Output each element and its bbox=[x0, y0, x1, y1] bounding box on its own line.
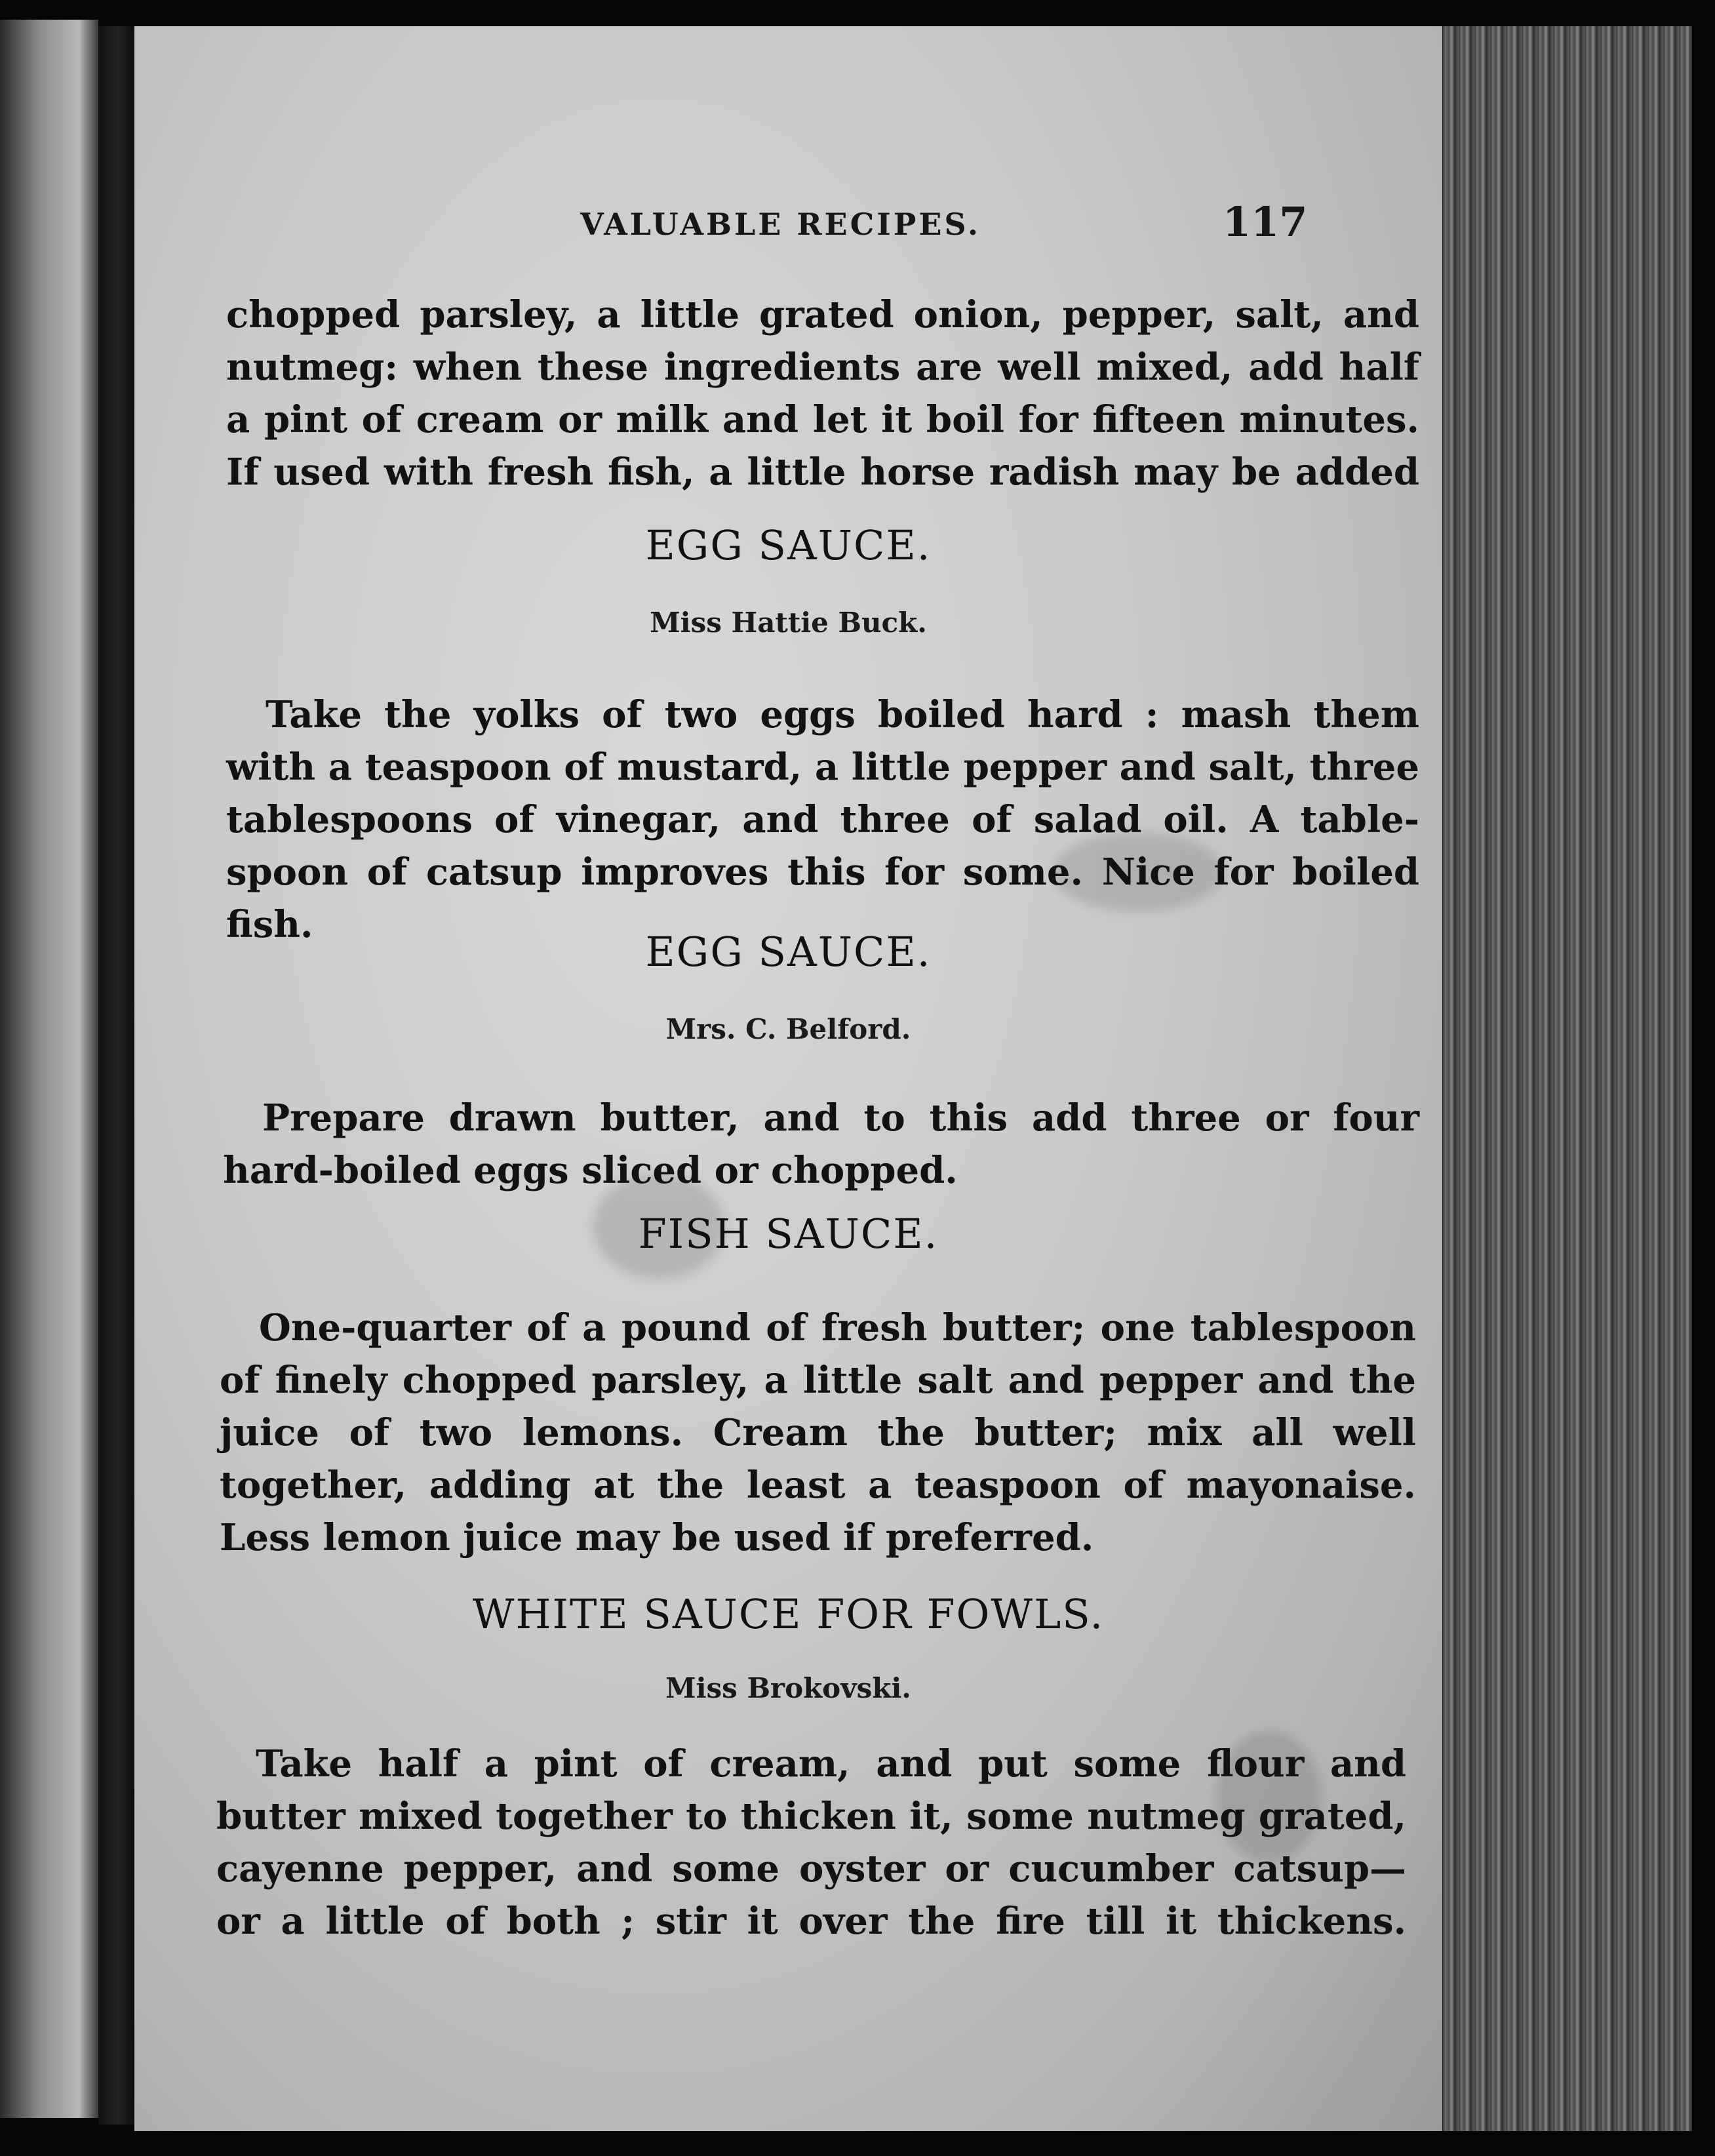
text-line: nutmeg: when these ingredients are well mixed, add half bbox=[226, 346, 1419, 389]
text-line: spoon of catsup improves this for some. Nice for boiled bbox=[226, 850, 1419, 894]
text-line: Take half a pint of cream, and put some flour and bbox=[256, 1742, 1406, 1786]
running-head: VALUABLE RECIPES. bbox=[580, 207, 981, 242]
recipe-author: Miss Hattie Buck. bbox=[650, 607, 927, 639]
book-gutter bbox=[98, 26, 138, 2125]
recipe-author: Mrs. C. Belford. bbox=[665, 1013, 911, 1045]
text-line: butter mixed together to thicken it, some nutmeg grated, bbox=[216, 1795, 1406, 1838]
text-line: together, adding at the least a teaspoon of mayonaise. bbox=[220, 1464, 1416, 1507]
left-page-edge bbox=[0, 20, 98, 2118]
text-line: Take the yolks of two eggs boiled hard : mash them bbox=[266, 693, 1419, 736]
text-line: a pint of cream or milk and let it boil for fifteen minutes. bbox=[226, 398, 1419, 441]
recipe-author: Miss Brokovski. bbox=[665, 1672, 911, 1704]
book-page bbox=[134, 26, 1442, 2131]
recipe-title: EGG SAUCE. bbox=[645, 521, 932, 569]
text-line: chopped parsley, a little grated onion, pepper, salt, and bbox=[226, 293, 1419, 336]
page-edges bbox=[1439, 26, 1692, 2131]
text-line: or a little of both ; stir it over the fire till it thickens. bbox=[216, 1900, 1406, 1943]
text-line: If used with fresh fish, a little horse radish may be added bbox=[226, 450, 1419, 494]
recipe-body bbox=[226, 689, 1419, 951]
recipe-body bbox=[216, 1738, 1406, 1947]
text-line: fish. bbox=[226, 903, 313, 946]
text-line: hard-boiled eggs sliced or chopped. bbox=[223, 1149, 958, 1192]
page-number: 117 bbox=[1223, 198, 1308, 246]
text-line: with a teaspoon of mustard, a little pepper and salt, three bbox=[226, 746, 1419, 789]
recipe-title: EGG SAUCE. bbox=[645, 928, 932, 976]
text-line: juice of two lemons. Cream the butter; mix all well bbox=[220, 1411, 1416, 1454]
recipe-body bbox=[223, 1092, 1419, 1197]
text-line: cayenne pepper, and some oyster or cucumber catsup— bbox=[216, 1847, 1406, 1890]
text-line: Less lemon juice may be used if preferred. bbox=[220, 1516, 1094, 1559]
text-line: One-quarter of a pound of fresh butter; one tablespoon bbox=[259, 1306, 1416, 1349]
recipe-title: FISH SAUCE. bbox=[638, 1210, 939, 1258]
recipe-title: WHITE SAUCE FOR FOWLS. bbox=[472, 1590, 1105, 1638]
text-line: Prepare drawn butter, and to this add three or four bbox=[262, 1096, 1419, 1140]
recipe-body bbox=[220, 1302, 1416, 1564]
intro-paragraph bbox=[226, 289, 1419, 498]
text-line: tablespoons of vinegar, and three of salad oil. A table- bbox=[226, 798, 1419, 841]
text-line: of finely chopped parsley, a little salt and pepper and the bbox=[220, 1359, 1416, 1402]
